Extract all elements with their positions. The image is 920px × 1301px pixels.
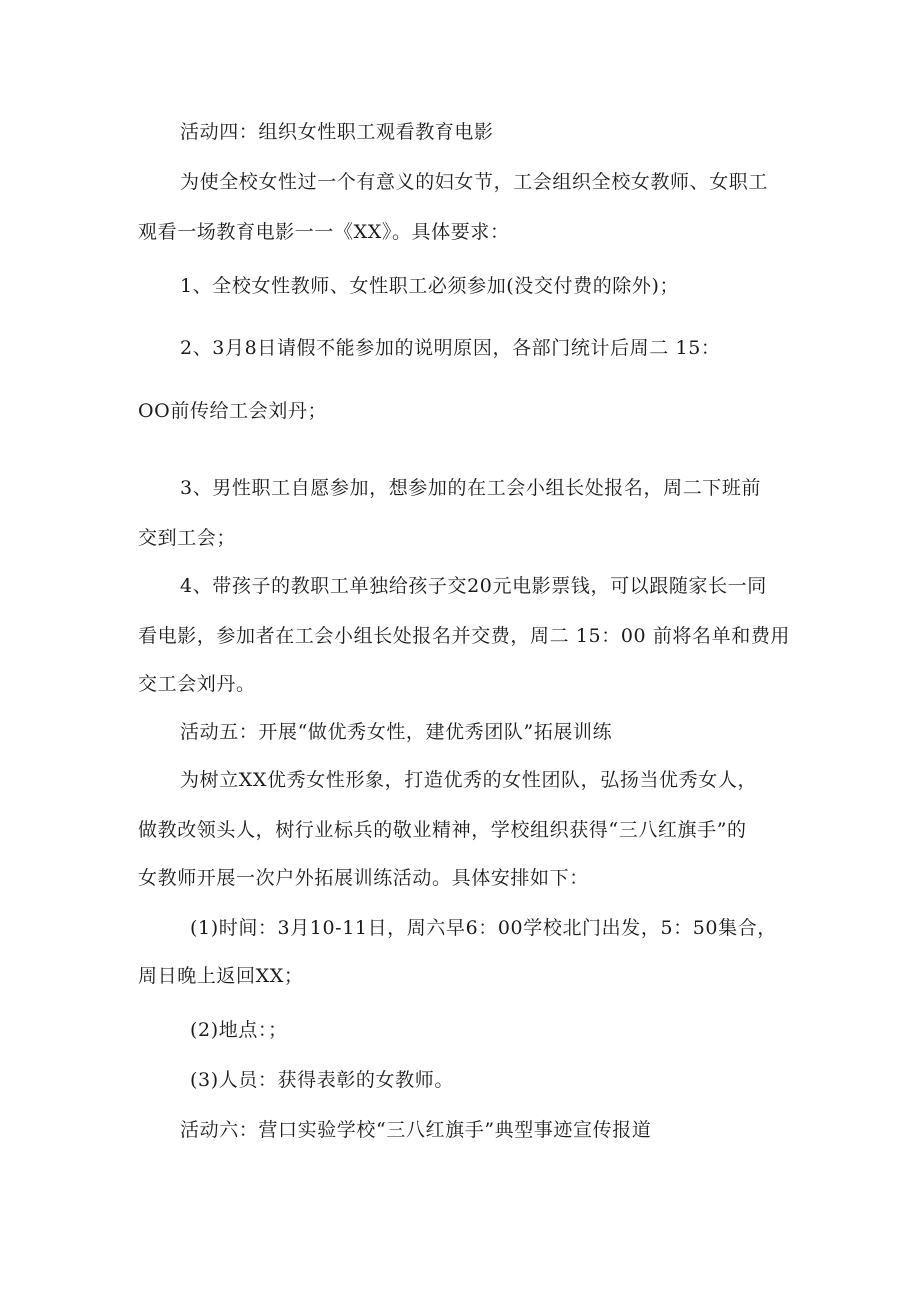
- activity5-intro-line3: 女教师开展一次户外拓展训练活动。具体安排如下：: [138, 867, 589, 889]
- activity4-requirement-3-line2: 交到工会；: [138, 527, 237, 549]
- activity5-heading: 活动五：开展“做优秀女性，建优秀团队”拓展训练: [180, 721, 613, 743]
- activity4-requirement-3-line1: 3、男性职工自愿参加，想参加的在工会小组长处报名，周二下班前: [180, 477, 762, 499]
- activity5-place: (2)地点：；: [190, 1019, 288, 1041]
- activity4-heading: 活动四：组织女性职工观看教育电影: [180, 121, 494, 143]
- activity4-requirement-1: 1、全校女性教师、女性职工必须参加(没交付费的除外)；: [180, 275, 680, 297]
- activity4-requirement-2-line2: OO前传给工会刘丹；: [138, 400, 328, 422]
- activity4-requirement-4-line2: 看电影，参加者在工会小组长处报名并交费，周二 15：00 前将名单和费用: [138, 625, 791, 647]
- activity5-intro-line2: 做教改领头人，树行业标兵的敬业精神，学校组织获得“三八红旗手”的: [138, 819, 747, 841]
- activity5-time-line1: (1)时间：3月10-11日，周六早6：00学校北门出发，5：50集合，: [190, 917, 777, 939]
- activity4-requirement-2-line1: 2、3月8日请假不能参加的说明原因，各部门统计后周二 15：: [180, 337, 721, 359]
- activity4-requirement-4-line3: 交工会刘丹。: [138, 673, 256, 695]
- activity4-intro-line1: 为使全校女性过一个有意义的妇女节，工会组织全校女教师、女职工: [180, 171, 769, 193]
- activity5-intro-line1: 为树立XX优秀女性形象，打造优秀的女性团队，弘扬当优秀女人，: [180, 769, 758, 791]
- activity5-people: (3)人员：获得表彰的女教师。: [190, 1069, 454, 1091]
- activity6-heading: 活动六：营口实验学校“三八红旗手”典型事迹宣传报道: [180, 1119, 652, 1141]
- activity4-intro-line2: 观看一场教育电影一一《XX》。具体要求：: [138, 221, 510, 243]
- activity5-time-line2: 周日晚上返回XX；: [138, 965, 304, 987]
- activity4-requirement-4-line1: 4、带孩子的教职工单独给孩子交20元电影票钱，可以跟随家长一同: [180, 575, 767, 597]
